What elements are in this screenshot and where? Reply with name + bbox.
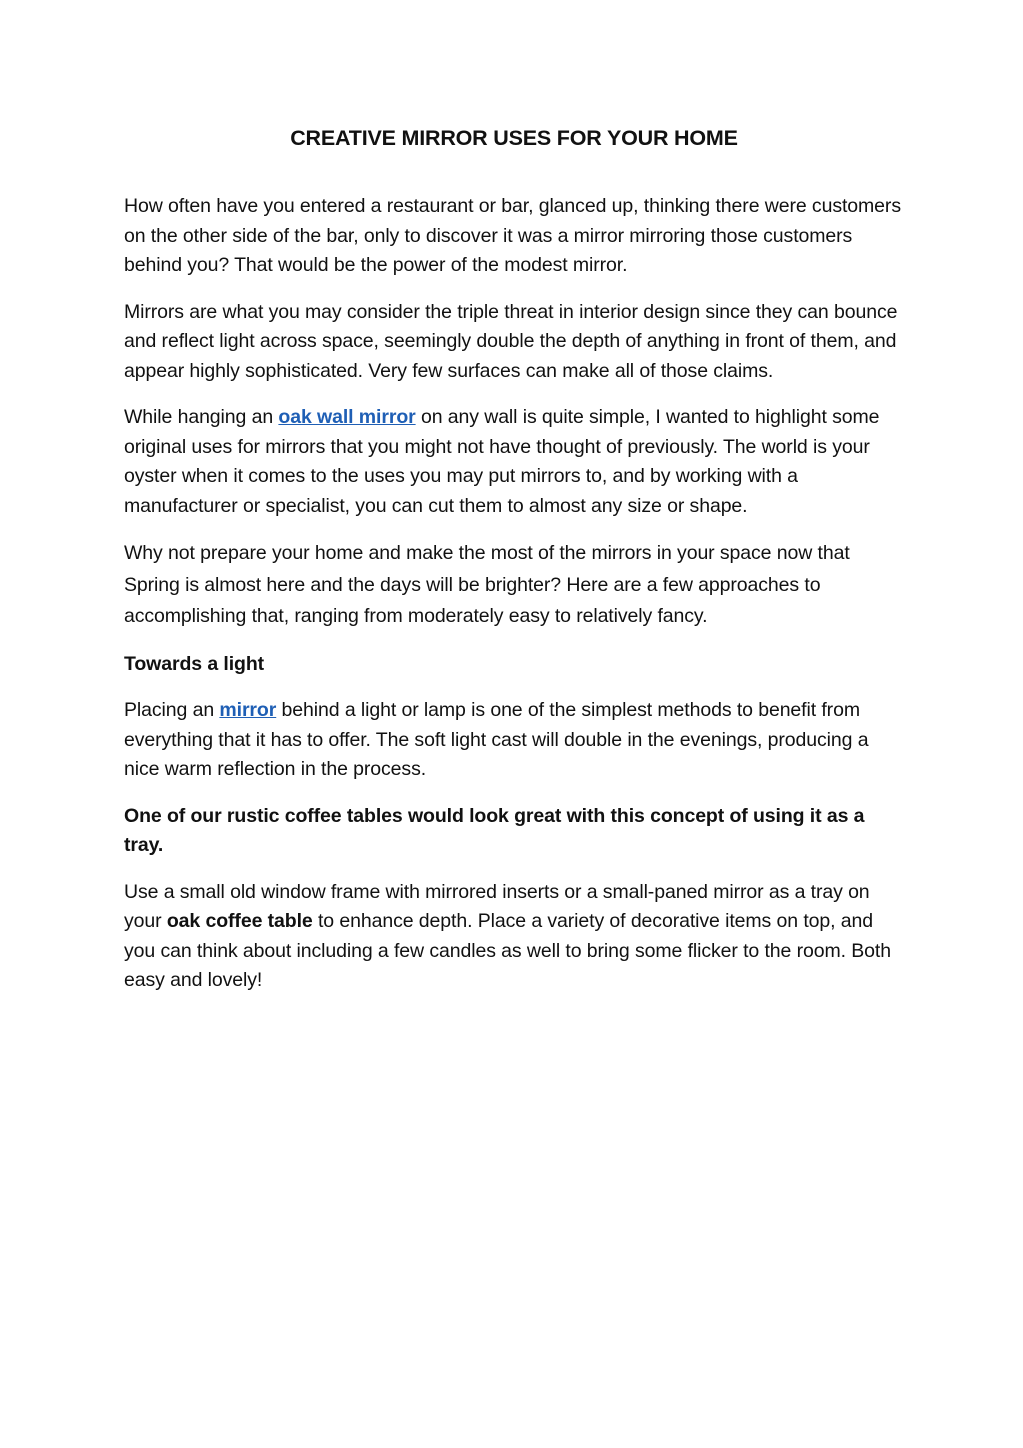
paragraph-text: While hanging an	[124, 406, 279, 428]
document-page	[124, 124, 904, 1013]
document-title: CREATIVE MIRROR USES FOR YOUR HOME	[290, 126, 738, 150]
paragraph-text: behind a light or lamp is one of the simplest methods to benefit from everything that it has to offer. The soft light cast will double in the evenings, producing a nice warm reflection in the process.	[124, 699, 869, 780]
paragraph-triple-threat: Mirrors are what you may consider the triple threat in interior design since they can bounce and reflect light across space, seemingly double the depth of anything in front of them, and appear highly sophisticated. Very few surfaces can make all of those claims.	[124, 300, 898, 382]
paragraph-oak-wall-mirror	[124, 403, 904, 521]
paragraph-text: to enhance depth. Place a variety of decorative items on top, and you can think about including a few candles as well to bring some flicker to the room. Both easy and lovely!	[124, 910, 891, 991]
section-heading-coffee-tables: One of our rustic coffee tables would look great with this concept of using it as a tray.	[124, 804, 865, 856]
paragraph-spring: Why not prepare your home and make the most of the mirrors in your space now that Spring is almost here and the days will be brighter? Here are a few approaches to accomplishing that, ranging from moderately easy to relatively fancy.	[124, 542, 850, 627]
oak-wall-mirror-link[interactable]: oak wall mirror	[278, 406, 416, 428]
paragraph-text: Use a small old window frame with mirrored inserts or a small-paned mirror as a tray on your	[124, 880, 870, 932]
paragraph-lamp	[124, 696, 904, 785]
oak-coffee-table-bold: oak coffee table	[166, 910, 313, 932]
paragraph-text: on any wall is quite simple, I wanted to highlight some original uses for mirrors that you might not have thought of previously. The world is your oyster when it comes to the uses you may put mirrors to, and by working with a manufacturer or specialist, you can cut them to almost any size or shape.	[124, 406, 880, 517]
paragraph-text: Placing an	[124, 699, 220, 721]
paragraph-intro: How often have you entered a restaurant or bar, glanced up, thinking there were customers on the other side of the bar, only to discover it was a mirror mirroring those customers behind you? That would be the power of the modest mirror.	[124, 195, 901, 276]
paragraph-tray	[124, 878, 904, 996]
mirror-link[interactable]: mirror	[219, 699, 277, 721]
section-heading-towards-light: Towards a light	[124, 652, 265, 675]
